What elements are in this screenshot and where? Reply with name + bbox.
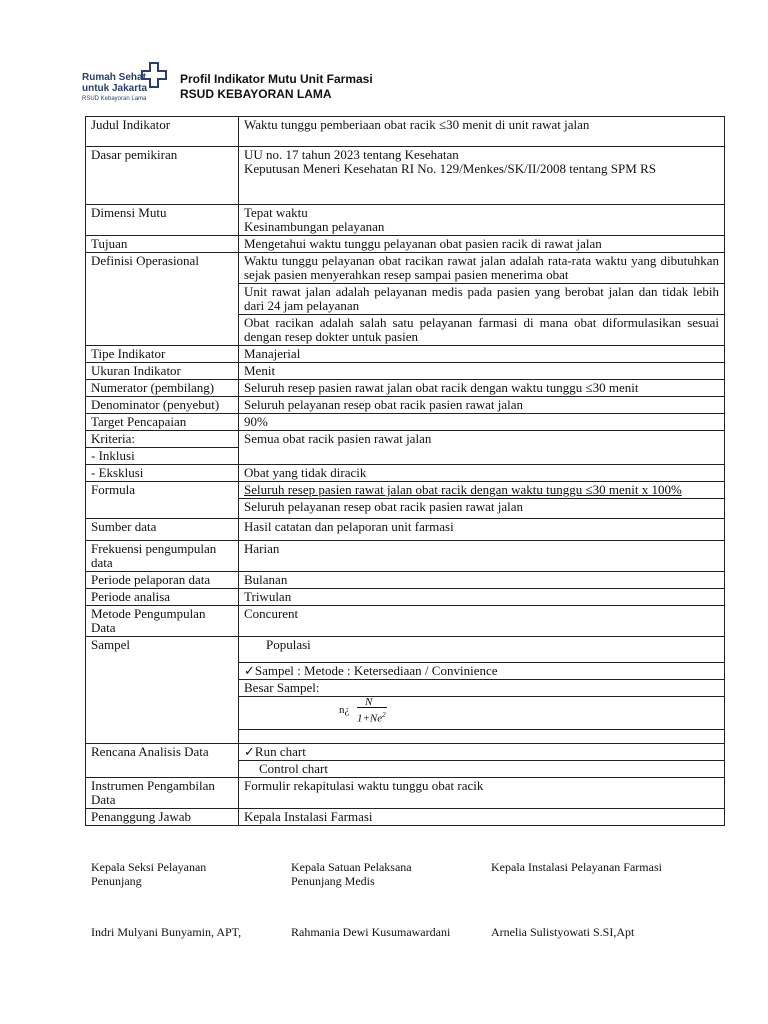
document-title: [180, 72, 373, 102]
value-eksklusi: Obat yang tidak diracik: [239, 465, 725, 482]
row-penanggung: [86, 809, 725, 826]
label-instrumen: Instrumen Pengambilan Data: [86, 778, 239, 809]
value-sampel-metode: [239, 663, 725, 680]
sampel-metode-text: Sampel : Metode : Ketersediaan / Convinience: [254, 663, 498, 678]
value-tujuan: Mengetahui waktu tunggu pelayanan obat pasien racik di rawat jalan: [239, 236, 725, 253]
signature-role-2: Kepala Satuan Pelaksana Penunjang Medis: [291, 860, 412, 888]
value-frekuensi: Harian: [239, 541, 725, 572]
label-kriteria: Kriteria:: [86, 431, 239, 448]
row-eksklusi: [86, 465, 725, 482]
row-judul: [86, 117, 725, 147]
value-target: 90%: [239, 414, 725, 431]
value-sampel-formula: [239, 697, 725, 730]
label-dimensi: Dimensi Mutu: [86, 205, 239, 236]
row-rencana-1: [86, 744, 725, 761]
label-penanggung: Penanggung Jawab: [86, 809, 239, 826]
value-definisi-2: Unit rawat jalan adalah pelayanan medis pada pasien yang berobat jalan dan tidak lebih dari 24 jam pelayanan: [239, 284, 725, 315]
formula-denominator: [357, 708, 386, 726]
row-ukuran: [86, 363, 725, 380]
rencana-run-text: Run chart: [254, 744, 306, 759]
logo-text-line3: RSUD Kebayoran Lama: [82, 96, 147, 102]
value-dasar: [239, 147, 725, 205]
value-denominator: Seluruh pelayanan resep obat racik pasien rawat jalan: [239, 397, 725, 414]
value-ukuran: Menit: [239, 363, 725, 380]
value-sampel-populasi: Populasi: [239, 637, 725, 663]
row-periode-analisa: [86, 589, 725, 606]
title-line2: RSUD KEBAYORAN LAMA: [180, 87, 332, 101]
row-dasar: [86, 147, 725, 205]
row-definisi-1: [86, 253, 725, 284]
label-periode-pelaporan: Periode pelaporan data: [86, 572, 239, 589]
value-sampel-empty: [239, 730, 725, 744]
dasar-line2: Keputusan Meneri Kesehatan RI No. 129/Menkes/SK/II/2008 tentang SPM RS: [244, 161, 656, 176]
value-periode-analisa: Triwulan: [239, 589, 725, 606]
label-numerator: Numerator (pembilang): [86, 380, 239, 397]
dimensi-line2: Kesinambungan pelayanan: [244, 219, 385, 234]
label-tujuan: Tujuan: [86, 236, 239, 253]
value-dimensi: [239, 205, 725, 236]
label-rencana: Rencana Analisis Data: [86, 744, 239, 778]
value-numerator: Seluruh resep pasien rawat jalan obat racik dengan waktu tunggu ≤30 menit: [239, 380, 725, 397]
label-sampel: Sampel: [86, 637, 239, 744]
label-definisi: Definisi Operasional: [86, 253, 239, 346]
title-line1: Profil Indikator Mutu Unit Farmasi: [180, 72, 373, 86]
row-tujuan: [86, 236, 725, 253]
signature-name-3: Arnelia Sulistyowati S.SI,Apt: [491, 925, 635, 939]
dimensi-line1: Tepat waktu: [244, 205, 308, 220]
label-sumber: Sumber data: [86, 519, 239, 541]
label-periode-analisa: Periode analisa: [86, 589, 239, 606]
value-sumber: Hasil catatan dan pelaporan unit farmasi: [239, 519, 725, 541]
row-sumber: [86, 519, 725, 541]
row-numerator: [86, 380, 725, 397]
row-metode: [86, 606, 725, 637]
logo-text-line1: Rumah Sehat: [82, 72, 146, 83]
label-denominator: Denominator (penyebut): [86, 397, 239, 414]
value-formula-denominator: Seluruh pelayanan resep obat racik pasien rawat jalan: [239, 499, 725, 519]
row-frekuensi: [86, 541, 725, 572]
document-header: [80, 60, 700, 110]
row-periode-pelaporan: [86, 572, 725, 589]
logo-text-line2: untuk Jakarta: [82, 83, 148, 94]
value-judul: Waktu tunggu pemberiaan obat racik ≤30 menit di unit rawat jalan: [239, 117, 725, 147]
value-penanggung: Kepala Instalasi Farmasi: [239, 809, 725, 826]
label-ukuran: Ukuran Indikator: [86, 363, 239, 380]
formula-numerator: N: [365, 696, 373, 708]
row-dimensi: [86, 205, 725, 236]
value-sampel-besar: Besar Sampel:: [239, 680, 725, 697]
hospital-logo: [80, 60, 172, 108]
value-definisi-3: Obat racikan adalah salah satu pelayanan farmasi di mana obat diformulasikan sesuai dengan resep dokter untuk pasien: [239, 315, 725, 346]
value-periode-pelaporan: Bulanan: [239, 572, 725, 589]
value-rencana-control: Control chart: [239, 761, 725, 778]
row-denominator: [86, 397, 725, 414]
label-target: Target Pencapaian: [86, 414, 239, 431]
value-rencana-run: [239, 744, 725, 761]
value-definisi-1: Waktu tunggu pelayanan obat racikan rawat jalan adalah rata-rata waktu yang dibutuhkan sejak pasien menyerahkan resep sampai pasien menerima obat: [239, 253, 725, 284]
row-tipe: [86, 346, 725, 363]
row-sampel-1: [86, 637, 725, 663]
indicator-profile-table: [85, 116, 725, 826]
row-kriteria: [86, 431, 725, 448]
value-instrumen: Formulir rekapitulasi waktu tunggu obat racik: [239, 778, 725, 809]
formula-n: n¿: [339, 704, 350, 716]
signature-role-3: Kepala Instalasi Pelayanan Farmasi: [491, 860, 662, 874]
label-metode: Metode Pengumpulan Data: [86, 606, 239, 637]
signature-name-2: Rahmania Dewi Kusumawardani: [291, 925, 451, 939]
label-formula: Formula: [86, 482, 239, 519]
value-metode: Concurent: [239, 606, 725, 637]
label-tipe: Tipe Indikator: [86, 346, 239, 363]
checkmark-icon: [244, 744, 255, 759]
formula-den-text: 1+Ne: [357, 712, 383, 725]
label-inklusi: - Inklusi: [86, 448, 239, 465]
row-formula-1: [86, 482, 725, 499]
value-tipe: Manajerial: [239, 346, 725, 363]
row-target: [86, 414, 725, 431]
signature-role-1: Kepala Seksi Pelayanan Penunjang: [91, 860, 207, 888]
value-formula-numerator: Seluruh resep pasien rawat jalan obat racik dengan waktu tunggu ≤30 menit x 100%: [239, 482, 725, 499]
formula-exponent: 2: [382, 711, 386, 719]
row-instrumen: [86, 778, 725, 809]
label-judul: Judul Indikator: [86, 117, 239, 147]
dasar-line1: UU no. 17 tahun 2023 tentang Kesehatan: [244, 147, 459, 162]
checkmark-icon: [244, 663, 255, 678]
label-dasar: Dasar pemikiran: [86, 147, 239, 205]
value-inklusi: Semua obat racik pasien rawat jalan: [239, 431, 725, 465]
label-eksklusi: - Eksklusi: [86, 465, 239, 482]
signature-name-1: Indri Mulyani Bunyamin, APT,: [91, 925, 242, 939]
label-frekuensi: Frekuensi pengumpulan data: [86, 541, 239, 572]
